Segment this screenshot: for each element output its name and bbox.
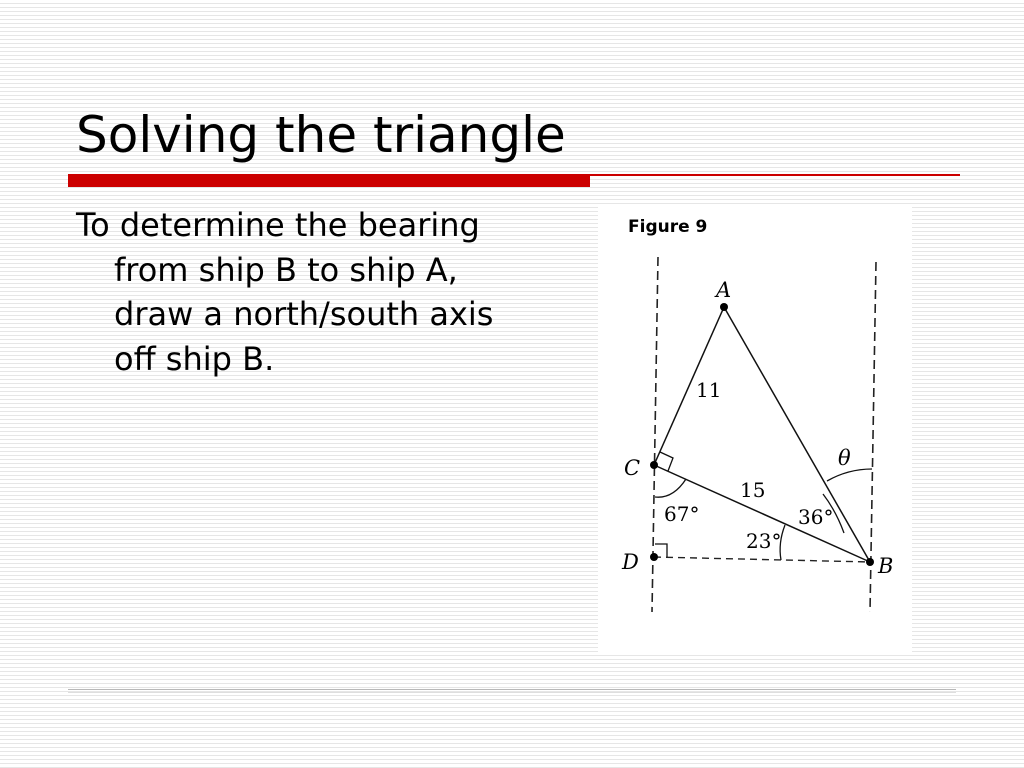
footer-rule-shadow bbox=[68, 692, 956, 693]
slide-body-text: To determine the bearing from ship B to ship A, draw a north/south axis off ship B. bbox=[76, 206, 494, 378]
label-angle-c: 67° bbox=[664, 502, 700, 526]
label-side-ca: 11 bbox=[696, 378, 722, 402]
point-d bbox=[650, 553, 658, 561]
label-angle-b-upper: 36° bbox=[798, 505, 834, 529]
label-angle-b-lower: 23° bbox=[746, 529, 782, 553]
title-underline-thick bbox=[68, 174, 590, 187]
footer-rule bbox=[68, 689, 956, 690]
label-d: D bbox=[622, 550, 639, 574]
arc-angle-c bbox=[655, 479, 686, 497]
point-c bbox=[650, 461, 658, 469]
label-b: B bbox=[878, 554, 894, 578]
label-a: A bbox=[716, 278, 732, 302]
point-a bbox=[720, 303, 728, 311]
point-b bbox=[866, 558, 874, 566]
title-underline-thin bbox=[590, 174, 960, 176]
arc-angle-theta bbox=[827, 469, 872, 481]
side-ab bbox=[724, 307, 870, 562]
slide-title: Solving the triangle bbox=[76, 106, 566, 164]
figure-caption: Figure 9 bbox=[628, 217, 708, 237]
label-side-cb: 15 bbox=[740, 478, 766, 502]
label-angle-theta: θ bbox=[838, 446, 851, 470]
segment-db bbox=[654, 557, 870, 562]
triangle-figure bbox=[598, 207, 912, 652]
label-c: C bbox=[624, 456, 641, 480]
triangle-diagram bbox=[598, 207, 912, 652]
